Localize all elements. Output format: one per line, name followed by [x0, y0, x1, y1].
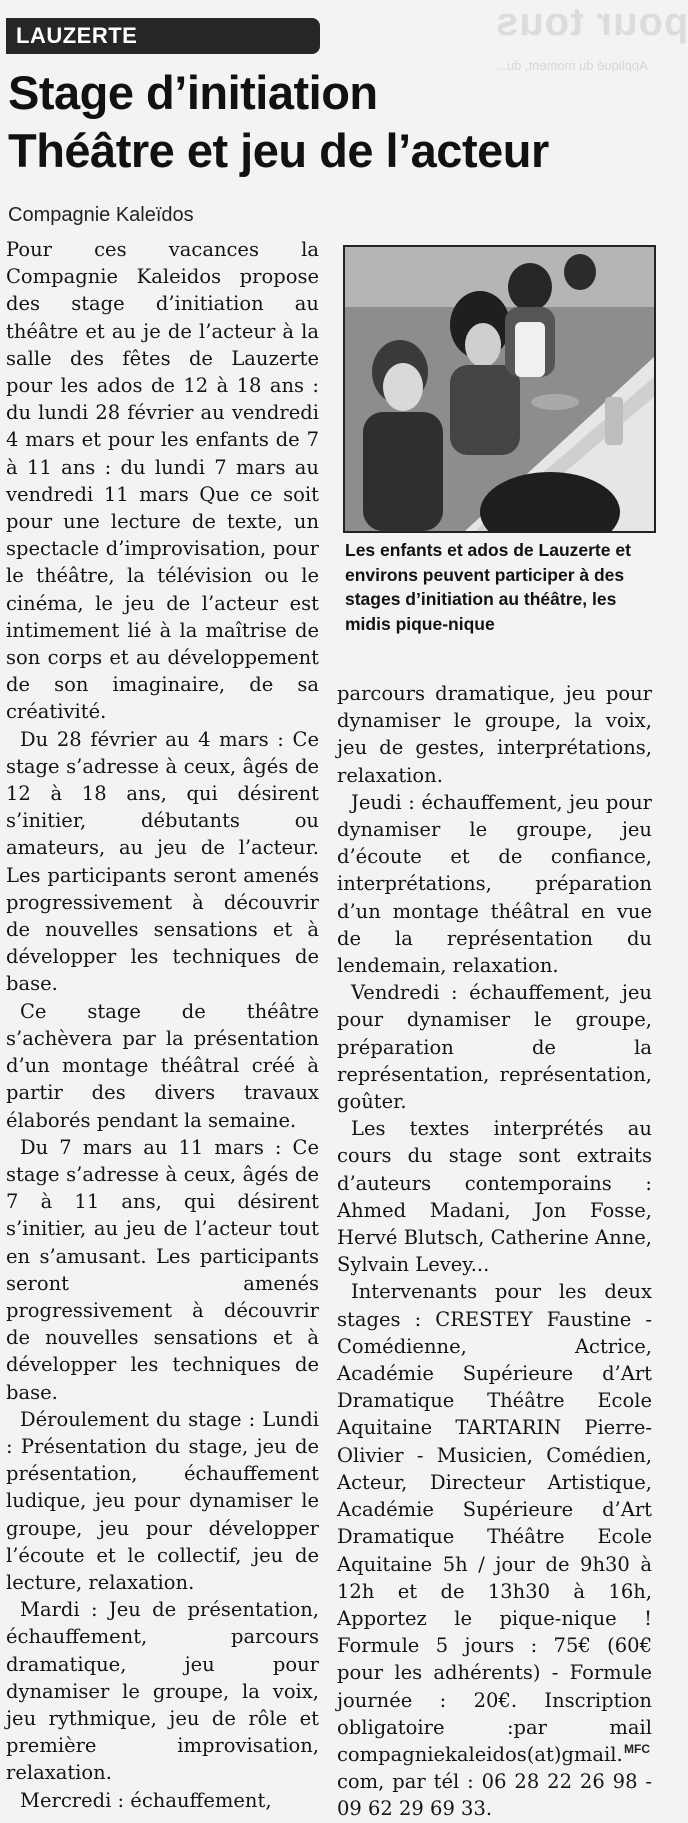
- headline: [8, 64, 678, 180]
- paragraph: Intervenants pour les deux stages : CRESTEY Faustine - Comédienne, Actrice, Académie Supérieure d’Art Dramatique Théâtre Ecole Aquitaine TARTARIN Pierre-Olivier - Musicien, Comédien, Acteur, Directeur Artistique, Académie Supérieure d’Art Dramatique Théâtre Ecole Aquitaine 5h / jour de 9h30 à 12h et de 13h30 à 16h, Apportez le pique-nique ! Formule 5 jours : 75€ (60€ pour les adhérents) - Formule journée : 20€. Inscription obligatoire :par mail compagniekaleidos(at)gmail. com, par tél : 06 28 22 26 98 - 09 62 29 69 33.: [337, 1280, 652, 1821]
- headline-line-2: Théâtre et jeu de l’acteur: [8, 124, 549, 177]
- paragraph: Mercredi : échauffement,: [20, 1788, 272, 1812]
- photo-children-picnic-icon: [343, 245, 656, 533]
- photo-caption: Les enfants et ados de Lauzerte et environs peuvent participer à des stages d’initiation au théâtre, les midis pique-nique: [345, 540, 631, 634]
- headline-line-1: Stage d’initiation: [8, 66, 378, 119]
- photo-illustration: [345, 247, 654, 531]
- paragraph: Du 28 février au 4 mars : Ce stage s’adresse à ceux, âgés de 12 à 18 ans, qui désirent s’initier, débutants ou amateurs, au jeu de l’acteur. Les participants seront amenés progressivement à découvrir de nouvelles sensations et à développer les techniques de base.: [6, 727, 319, 996]
- paragraph: Jeudi : échauffement, jeu pour dynamiser le groupe, jeu d’écoute et de confiance, interprétations, préparation d’un montage théâtral en vue de la représentation du lendemain, relaxation.: [337, 790, 652, 978]
- paragraph-continued: parcours dramatique, jeu pour dynamiser le groupe, la voix, jeu de gestes, interprétations, relaxation.: [337, 682, 652, 787]
- section-kicker: LAUZERTE: [6, 18, 320, 54]
- paragraph: Pour ces vacances la Compagnie Kaleidos propose des stage d’initiation au théâtre et au je de l’acteur à la salle des fêtes de Lauzerte pour les ados de 12 à 18 ans : du lundi 28 février au vendredi 4 mars et pour les enfants de 7 à 11 ans : du lundi 7 mars au vendredi 11 mars Que ce soit pour une lecture de texte, un spectacle d’improvisation, pour le théâtre, la télévision ou le cinéma, le jeu de l’acteur est intimement lié à la maîtrise de son corps et au développement de son imaginaire, de sa créativité.: [6, 238, 319, 724]
- paragraph: Ce stage de théâtre s’achèvera par la présentation d’un montage théâtral créé à partir des divers travaux élaborés pendant la semaine.: [6, 999, 319, 1132]
- author-signature: MFC: [624, 1742, 650, 1756]
- paragraph: Vendredi : échauffement, jeu pour dynamiser le groupe, préparation de la représentation, représentation, goûter.: [337, 981, 652, 1114]
- paragraph: Les textes interprétés au cours du stage sont extraits d’auteurs contemporains : Ahmed Madani, Jon Fosse, Hervé Blutsch, Catherine Anne, Sylvain Levey...: [337, 1117, 652, 1277]
- paragraph: Du 7 mars au 11 mars : Ce stage s’adresse à ceux, âgés de 7 à 11 ans, qui désirent s’initier, au jeu de l’acteur tout en s’amusant. Les participants seront amenés progressivement à découvrir de nouvelles sensations et à développer les techniques de base.: [6, 1135, 319, 1404]
- bleed-through-heading: pour tous: [494, 0, 688, 44]
- bleed-through-subtext: Appliqué du moment, du...: [496, 58, 648, 73]
- article-column-1: [6, 236, 319, 1814]
- byline: Compagnie Kaleïdos: [8, 204, 194, 226]
- paragraph: Mardi : Jeu de présentation, échauffement, parcours dramatique, jeu pour dynamiser le groupe, la voix, jeu rythmique, jeu de rôle et première improvisation, relaxation.: [6, 1598, 319, 1785]
- article-column-2: [337, 680, 652, 1823]
- paragraph: Déroulement du stage : Lundi : Présentation du stage, jeu de présentation, échauffement ludique, jeu pour dynamiser le groupe, jeu pour développer l’écoute et le collectif, jeu de lecture, relaxation.: [6, 1407, 319, 1594]
